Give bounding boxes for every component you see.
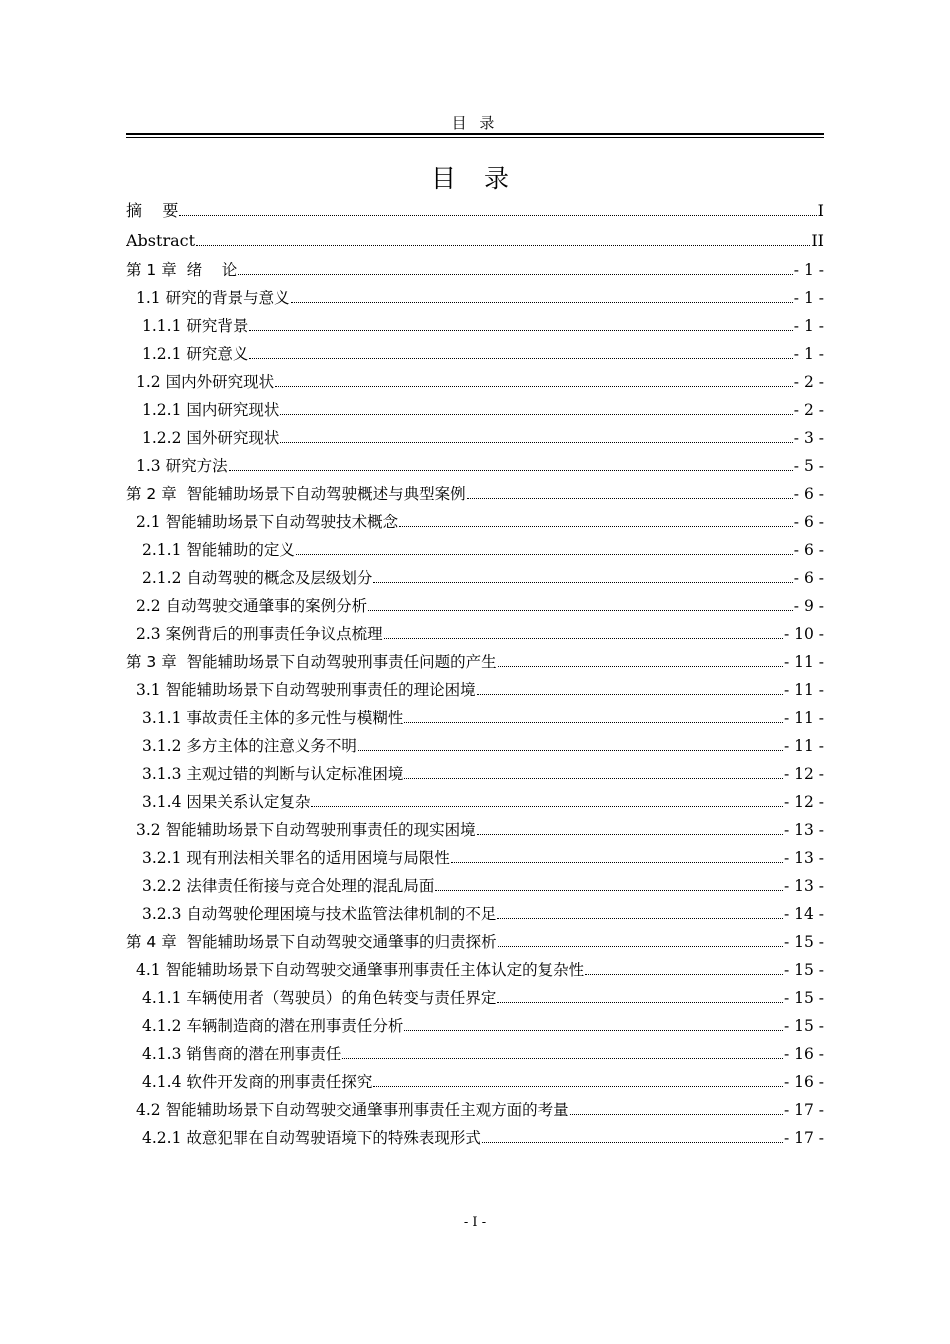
dot-leader	[498, 946, 783, 947]
dot-leader	[342, 1058, 783, 1059]
dot-leader	[373, 1086, 783, 1087]
toc-entry-page: - 9 -	[793, 597, 824, 615]
toc-entry-label: 4.2.1 故意犯罪在自动驾驶语境下的特殊表现形式	[142, 1129, 481, 1147]
toc-entry[interactable]	[126, 226, 824, 256]
toc-entry-page: - 2 -	[793, 373, 824, 391]
toc-entry[interactable]	[126, 424, 824, 452]
dot-leader	[404, 1030, 783, 1031]
toc-entry-page: - 1 -	[793, 317, 824, 335]
dot-leader	[238, 274, 793, 275]
toc-entry-page: - 15 -	[783, 1017, 824, 1035]
toc-entry-label: 1.2 国内外研究现状	[136, 373, 275, 391]
dot-leader	[296, 554, 793, 555]
toc-entry-page: - 11 -	[783, 737, 824, 755]
toc-entry-label: 3.2.3 自动驾驶伦理困境与技术监管法律机制的不足	[142, 905, 497, 923]
toc-entry[interactable]	[126, 536, 824, 564]
dot-leader	[477, 834, 783, 835]
toc-entry[interactable]	[126, 368, 824, 396]
toc-entry-page: - 11 -	[783, 709, 824, 727]
toc-entry[interactable]	[126, 1068, 824, 1096]
toc-entry-label: 3.1.3 主观过错的判断与认定标准困境	[142, 765, 404, 783]
toc-entry-page: - 13 -	[783, 877, 824, 895]
toc-entry[interactable]	[126, 1012, 824, 1040]
toc-entry-page: - 14 -	[783, 905, 824, 923]
dot-leader	[280, 414, 792, 415]
dot-leader	[358, 750, 783, 751]
toc-entry[interactable]	[126, 284, 824, 312]
toc-entry-label: 4.1 智能辅助场景下自动驾驶交通肇事刑事责任主体认定的复杂性	[136, 961, 585, 979]
toc-entry[interactable]	[126, 900, 824, 928]
dot-leader	[404, 778, 783, 779]
page-title: 目 录	[431, 164, 519, 193]
dot-leader	[196, 245, 810, 246]
toc-entry-page: - 16 -	[783, 1073, 824, 1091]
toc-entry-label: 4.2 智能辅助场景下自动驾驶交通肇事刑事责任主观方面的考量	[136, 1101, 569, 1119]
toc-entry-label: 1.2.2 国外研究现状	[142, 429, 280, 447]
dot-leader	[384, 638, 783, 639]
toc-entry[interactable]	[126, 1096, 824, 1124]
toc-entry[interactable]	[126, 196, 824, 226]
toc-entry-page: - 12 -	[783, 765, 824, 783]
toc-entry[interactable]	[126, 480, 824, 508]
toc-entry-page: - 15 -	[783, 933, 824, 951]
toc-entry-page: I	[817, 201, 824, 220]
toc-entry-page: - 2 -	[793, 401, 824, 419]
toc-entry[interactable]	[126, 564, 824, 592]
toc-entry-label: 3.2.1 现有刑法相关罪名的适用困境与局限性	[142, 849, 450, 867]
dot-leader	[477, 694, 783, 695]
dot-leader	[311, 806, 783, 807]
toc-entry-label: 3.1 智能辅助场景下自动驾驶刑事责任的理论困境	[136, 681, 476, 699]
toc-entry-page: - 6 -	[793, 513, 824, 531]
toc-entry[interactable]	[126, 956, 824, 984]
table-of-contents	[126, 196, 824, 1152]
toc-entry-label: 2.2 自动驾驶交通肇事的案例分析	[136, 597, 368, 615]
header-divider	[126, 133, 824, 138]
toc-entry-label: 第 4 章 智能辅助场景下自动驾驶交通肇事的归责探析	[126, 933, 497, 951]
toc-entry-label: 1.1.1 研究背景	[142, 317, 249, 335]
toc-entry[interactable]	[126, 872, 824, 900]
toc-entry-page: - 10 -	[783, 625, 824, 643]
dot-leader	[280, 442, 792, 443]
dot-leader	[585, 974, 783, 975]
dot-leader	[497, 918, 783, 919]
toc-entry-page: - 12 -	[783, 793, 824, 811]
toc-entry-label: 2.1.2 自动驾驶的概念及层级划分	[142, 569, 373, 587]
toc-entry[interactable]	[126, 844, 824, 872]
dot-leader	[435, 890, 783, 891]
toc-entry-label: 第 3 章 智能辅助场景下自动驾驶刑事责任问题的产生	[126, 653, 497, 671]
toc-entry-page: - 13 -	[783, 849, 824, 867]
dot-leader	[373, 582, 792, 583]
toc-entry-page: - 15 -	[783, 989, 824, 1007]
toc-entry[interactable]	[126, 452, 824, 480]
toc-entry-page: - 11 -	[783, 681, 824, 699]
dot-leader	[368, 610, 793, 611]
dot-leader	[498, 666, 783, 667]
toc-entry-page: - 13 -	[783, 821, 824, 839]
toc-entry[interactable]	[126, 928, 824, 956]
toc-entry[interactable]	[126, 676, 824, 704]
dot-leader	[291, 302, 793, 303]
toc-entry-page: - 3 -	[793, 429, 824, 447]
toc-entry-label: 3.1.2 多方主体的注意义务不明	[142, 737, 357, 755]
toc-entry-label: 3.1.1 事故责任主体的多元性与模糊性	[142, 709, 404, 727]
toc-entry[interactable]	[126, 340, 824, 368]
toc-entry-page: - 1 -	[793, 261, 824, 279]
toc-entry-label: 2.1.1 智能辅助的定义	[142, 541, 295, 559]
toc-entry-label: 4.1.3 销售商的潜在刑事责任	[142, 1045, 342, 1063]
toc-entry-label: 1.2.1 研究意义	[142, 345, 249, 363]
toc-entry-label: 摘 要	[126, 201, 179, 220]
toc-entry[interactable]	[126, 704, 824, 732]
toc-entry-page: II	[811, 231, 824, 250]
toc-entry-page: - 6 -	[793, 485, 824, 503]
toc-entry-page: - 5 -	[793, 457, 824, 475]
toc-entry-page: - 11 -	[783, 653, 824, 671]
dot-leader	[399, 526, 793, 527]
toc-entry-label: 3.2.2 法律责任衔接与竞合处理的混乱局面	[142, 877, 435, 895]
toc-entry-page: - 1 -	[793, 289, 824, 307]
toc-entry-label: 第 1 章 绪 论	[126, 261, 238, 279]
toc-entry-label: 1.3 研究方法	[136, 457, 228, 475]
toc-entry-label: 1.1 研究的背景与意义	[136, 289, 290, 307]
dot-leader	[570, 1114, 783, 1115]
dot-leader	[275, 386, 793, 387]
dot-leader	[249, 330, 792, 331]
toc-entry-label: 4.1.1 车辆使用者（驾驶员）的角色转变与责任界定	[142, 989, 497, 1007]
toc-entry[interactable]	[126, 648, 824, 676]
toc-entry-label: 1.2.1 国内研究现状	[142, 401, 280, 419]
toc-entry[interactable]	[126, 732, 824, 760]
dot-leader	[229, 470, 793, 471]
toc-entry-label: 3.2 智能辅助场景下自动驾驶刑事责任的现实困境	[136, 821, 476, 839]
toc-entry[interactable]	[126, 1040, 824, 1068]
toc-entry[interactable]	[126, 620, 824, 648]
toc-entry-label: 2.1 智能辅助场景下自动驾驶技术概念	[136, 513, 399, 531]
toc-entry-page: - 16 -	[783, 1045, 824, 1063]
toc-entry[interactable]	[126, 984, 824, 1012]
dot-leader	[179, 215, 816, 216]
dot-leader	[497, 1002, 783, 1003]
toc-entry[interactable]	[126, 396, 824, 424]
dot-leader	[249, 358, 792, 359]
toc-entry-label: 2.3 案例背后的刑事责任争议点梳理	[136, 625, 383, 643]
dot-leader	[404, 722, 783, 723]
toc-entry[interactable]	[126, 508, 824, 536]
toc-entry-page: - 6 -	[793, 541, 824, 559]
toc-entry[interactable]	[126, 312, 824, 340]
toc-entry-page: - 17 -	[783, 1101, 824, 1119]
toc-entry-label: 第 2 章 智能辅助场景下自动驾驶概述与典型案例	[126, 485, 466, 503]
toc-entry[interactable]	[126, 788, 824, 816]
toc-entry[interactable]	[126, 1124, 824, 1152]
page-number: - I -	[463, 1215, 487, 1230]
toc-entry-page: - 15 -	[783, 961, 824, 979]
toc-entry[interactable]	[126, 256, 824, 284]
toc-entry-label: 4.1.2 车辆制造商的潜在刑事责任分析	[142, 1017, 404, 1035]
toc-entry-label: Abstract	[126, 231, 196, 250]
toc-entry-page: - 1 -	[793, 345, 824, 363]
toc-entry[interactable]	[126, 816, 824, 844]
toc-entry-page: - 6 -	[793, 569, 824, 587]
toc-entry-label: 3.1.4 因果关系认定复杂	[142, 793, 311, 811]
dot-leader	[467, 498, 793, 499]
dot-leader	[482, 1142, 783, 1143]
toc-entry-page: - 17 -	[783, 1129, 824, 1147]
toc-entry[interactable]	[126, 760, 824, 788]
toc-entry[interactable]	[126, 592, 824, 620]
running-header: 目 录	[451, 114, 499, 132]
dot-leader	[451, 862, 783, 863]
toc-entry-label: 4.1.4 软件开发商的刑事责任探究	[142, 1073, 373, 1091]
